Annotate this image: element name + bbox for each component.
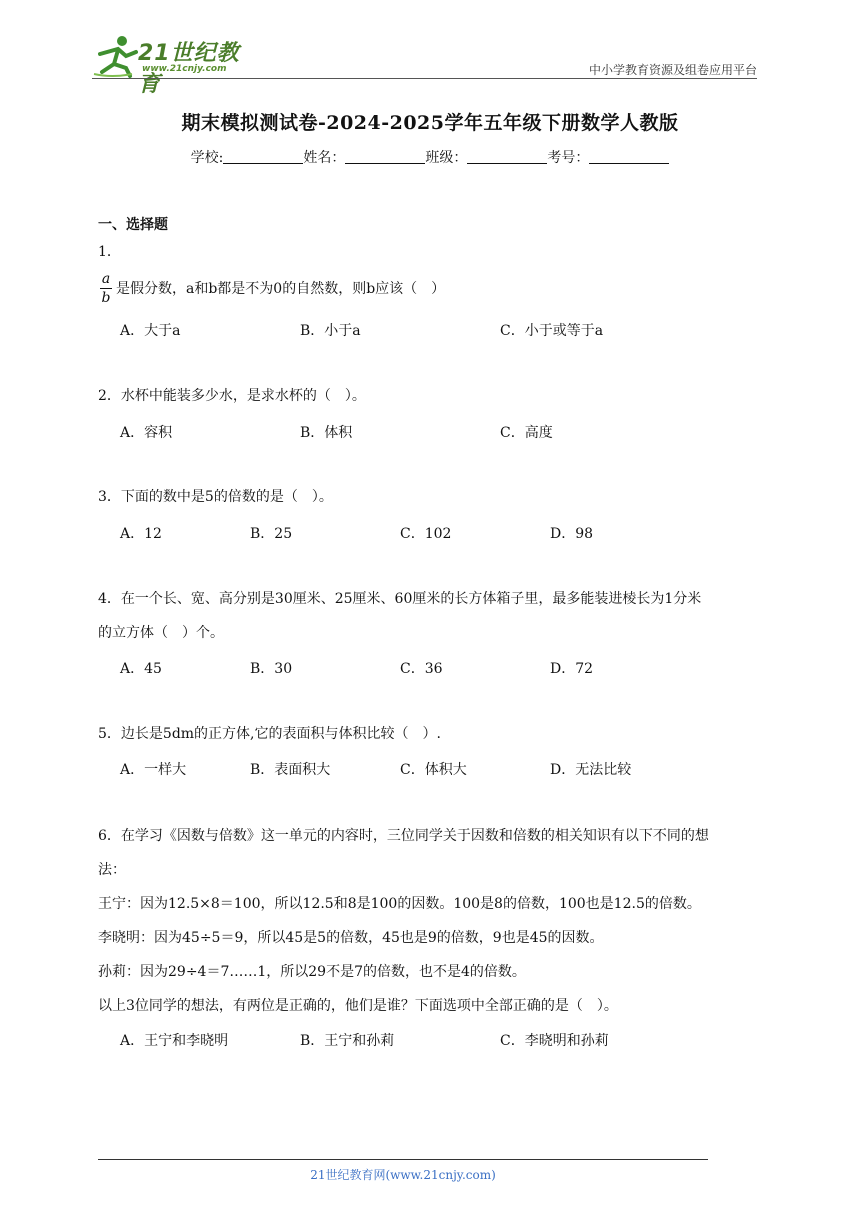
- class-label: 班级：: [425, 150, 468, 166]
- statement-sun-li: 孙莉：因为29÷4＝7……1，所以29不是7的倍数，也不是4的倍数。: [98, 964, 526, 980]
- q2-option-a[interactable]: A．容积: [120, 425, 173, 441]
- question-6-prompt: 以上3位同学的想法，有两位是正确的，他们是谁？下面选项中全部正确的是（ ）。: [98, 998, 618, 1014]
- fraction-denominator: b: [101, 290, 111, 306]
- question-6-text-line-2: 法：: [98, 862, 126, 878]
- question-5-text: 5．边长是5dm的正方体,它的表面积与体积比较（ ）.: [98, 726, 441, 742]
- class-blank[interactable]: [467, 149, 547, 164]
- q4-option-c[interactable]: C．36: [400, 661, 443, 677]
- site-logo[interactable]: [92, 34, 262, 97]
- header-divider: [92, 78, 757, 79]
- q3-option-a[interactable]: A．12: [120, 526, 162, 542]
- q1-option-b[interactable]: B．小于a: [300, 323, 361, 339]
- student-info-line: [0, 147, 860, 167]
- q3-option-c[interactable]: C．102: [400, 526, 452, 542]
- logo-text: 21世纪教育: [138, 41, 240, 97]
- q2-option-b[interactable]: B．体积: [300, 425, 353, 441]
- school-label: 学校:: [190, 150, 224, 166]
- page-header: [92, 30, 757, 97]
- q5-option-b[interactable]: B．表面积大: [250, 762, 331, 778]
- q3-option-b[interactable]: B．25: [250, 526, 293, 542]
- q5-option-c[interactable]: C．体积大: [400, 762, 467, 778]
- question-5-options: [120, 759, 760, 779]
- question-3-text: 3．下面的数中是5的倍数的是（ ）。: [98, 489, 333, 505]
- question-1-number: 1．: [98, 244, 121, 260]
- footer-link[interactable]: 21世纪教育网(www.21cnjy.com): [310, 1168, 496, 1182]
- fraction-bar: [100, 288, 112, 289]
- q5-option-d[interactable]: D．无法比较: [550, 762, 632, 778]
- number-blank[interactable]: [589, 149, 669, 164]
- question-2-text: 2．水杯中能装多少水，是求水杯的（ ）。: [98, 388, 366, 404]
- question-6-options: [120, 1030, 760, 1050]
- question-2-options: [120, 422, 760, 442]
- statement-wang-ning: 王宁：因为12.5×8＝100，所以12.5和8是100的因数。100是8的倍数，100也是12.5的倍数。: [98, 896, 701, 912]
- section-heading: 一、选择题: [98, 217, 168, 233]
- q2-option-c[interactable]: C．高度: [500, 425, 553, 441]
- question-6-text-line-1: 6．在学习《因数与倍数》这一单元的内容时，三位同学关于因数和倍数的相关知识有以下不同的想: [98, 828, 709, 844]
- q6-option-c[interactable]: C．李晓明和孙莉: [500, 1033, 609, 1049]
- q4-option-d[interactable]: D．72: [550, 661, 594, 677]
- page-title: 期末模拟测试卷-2024-2025学年五年级下册数学人教版: [181, 112, 679, 134]
- q1-option-c[interactable]: C．小于或等于a: [500, 323, 604, 339]
- runner-icon: [92, 34, 138, 78]
- fraction-numerator: a: [101, 271, 111, 287]
- q1-option-a[interactable]: A．大于a: [120, 323, 181, 339]
- q6-option-a[interactable]: A．王宁和李晓明: [120, 1033, 229, 1049]
- question-3-options: [120, 523, 760, 543]
- question-4-text-line-1: 4．在一个长、宽、高分别是30厘米、25厘米、60厘米的长方体箱子里，最多能装进棱长为1分米: [98, 591, 702, 607]
- name-label: 姓名：: [303, 150, 346, 166]
- number-label: 考号：: [547, 150, 590, 166]
- name-blank[interactable]: [345, 149, 425, 164]
- q3-option-d[interactable]: D．98: [550, 526, 594, 542]
- footer-divider: [98, 1159, 708, 1160]
- school-blank[interactable]: [223, 149, 303, 164]
- q6-option-b[interactable]: B．王宁和孙莉: [300, 1033, 395, 1049]
- question-1-text: 是假分数，a和b都是不为0的自然数，则b应该（ ）: [116, 281, 446, 297]
- question-4-text-line-2: 的立方体（ ）个。: [98, 625, 224, 641]
- fraction-a-over-b: [100, 271, 112, 306]
- logo-url: www.21cnjy.com: [142, 64, 227, 74]
- question-4-options: [120, 658, 760, 678]
- statement-li-xiaoming: 李晓明：因为45÷5＝9，所以45是5的倍数，45也是9的倍数，9也是45的因数。: [98, 930, 604, 946]
- header-slogan: 中小学教育资源及组卷应用平台: [588, 63, 757, 77]
- q4-option-b[interactable]: B．30: [250, 661, 293, 677]
- question-1-options: [120, 320, 760, 340]
- q5-option-a[interactable]: A．一样大: [120, 762, 187, 778]
- q4-option-a[interactable]: A．45: [120, 661, 162, 677]
